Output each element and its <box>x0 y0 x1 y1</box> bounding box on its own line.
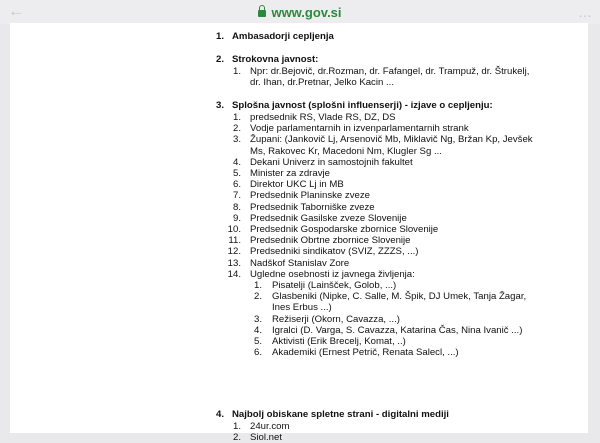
list-item: predsednik RS, Vlade RS, DZ, DS <box>250 112 396 123</box>
list-item: Minister za zdravje <box>250 168 330 179</box>
list-item-number: 8. <box>232 201 241 213</box>
list-item-number: 4. <box>232 156 241 168</box>
list-item-number: 6. <box>253 347 262 359</box>
list-item-number: 6. <box>232 179 241 191</box>
list-item: Glasbeniki (Nipke, C. Salle, M. Špik, DJ Umek, Tanja Žagar, <box>272 291 527 303</box>
list-item: Predsednik Planinske zveze <box>250 190 370 202</box>
list-item-number: 10. <box>227 224 241 235</box>
list-item: Dekani Univerz in samostojnih fakultet <box>250 156 413 168</box>
list-item: 24ur.com <box>250 421 290 432</box>
list-item: Direktor UKC Lj in MB <box>250 179 344 191</box>
list-item: Režiserji (Okorn, Cavazza, ...) <box>272 313 400 325</box>
list-item: Predsednik Gospodarske zbornice Slovenije <box>250 224 439 235</box>
list-item: Vodje parlamentarnih in izvenparlamentarnih strank <box>250 123 469 135</box>
list-item-number: 2. <box>232 123 241 135</box>
section-title: Strokovna javnost: <box>232 54 319 65</box>
list-item-number: 1. <box>232 66 241 77</box>
section-number: 2. <box>215 54 224 65</box>
list-item-continuation: Ines Erbus ...) <box>272 302 332 314</box>
list-item: Predsednik Taborniške zveze <box>250 201 375 213</box>
list-item-number: 1. <box>232 421 241 432</box>
back-arrow-icon[interactable]: ← <box>8 3 24 20</box>
list-item-number: 3. <box>253 313 262 325</box>
section-number: 1. <box>215 31 224 42</box>
list-item-number: 1. <box>232 112 241 123</box>
list-item-number: 5. <box>232 168 241 179</box>
list-item-continuation: Ms, Rakovec Kr, Macedoni Nm, Klugler Sg ... <box>250 145 442 157</box>
list-item: Igralci (D. Varga, S. Cavazza, Katarina Čas, Nina Ivanič ...) <box>272 324 523 336</box>
section-number: 4. <box>215 409 224 420</box>
more-icon[interactable]: … <box>578 4 592 20</box>
list-item: Predsedniki sindikatov (SVIZ, ZZZS, ...) <box>250 246 419 258</box>
list-item: Ugledne osebnosti iz javnega življenja: <box>250 268 415 280</box>
address-field[interactable] <box>258 5 341 20</box>
list-item: Nadškof Stanislav Zore <box>250 257 350 269</box>
list-item-number: 7. <box>232 190 241 202</box>
section-title: Ambasadorji cepljenja <box>232 31 334 42</box>
list-item-number: 2. <box>253 291 262 303</box>
list-item: Pisatelji (Lainšček, Golob, ...) <box>272 280 397 291</box>
list-item: Npr: dr.Bejovič, dr.Rozman, dr. Fafangel, dr. Trampuž, dr. Štrukelj, <box>250 66 530 77</box>
list-item-number: 12. <box>227 246 241 258</box>
domain-text: www.gov.si <box>271 4 342 20</box>
list-item: Župani: (Jankovič Lj, Arsenovič Mb, Miklavič Ng, Bržan Kp, Jevšek <box>250 134 533 146</box>
list-item-number: 14. <box>227 268 241 280</box>
list-item: Akademiki (Ernest Petrič, Renata Salecl, ...) <box>272 347 459 359</box>
list-item-number: 9. <box>232 212 241 224</box>
list-item-number: 4. <box>253 324 262 336</box>
list-item-number: 2. <box>232 432 241 443</box>
section-title: Splošna javnost (splošni influenserji) - izjave o cepljenju: <box>232 100 493 111</box>
list-item-number: 5. <box>253 336 262 347</box>
list-item-number: 1. <box>253 280 262 291</box>
section-title: Najbolj obiskane spletne strani - digitalni mediji <box>232 409 449 420</box>
document-page <box>10 23 588 443</box>
section-number: 3. <box>215 100 224 111</box>
list-item: Predsednik Gasilske zveze Slovenije <box>250 212 407 224</box>
list-item-number: 11. <box>228 235 241 247</box>
list-item-number: 13. <box>227 257 241 269</box>
browser-url-bar[interactable] <box>0 0 600 24</box>
list-item: Siol.net <box>250 432 282 443</box>
lock-icon <box>258 10 266 17</box>
list-item: Aktivisti (Erik Brecelj, Komat, ..) <box>272 336 406 347</box>
list-item: Predsednik Obrtne zbornice Slovenije <box>250 235 411 247</box>
list-item-number: 3. <box>232 134 241 146</box>
list-item-continuation: dr. Ihan, dr.Pretnar, Jelko Kacin ... <box>250 77 394 88</box>
